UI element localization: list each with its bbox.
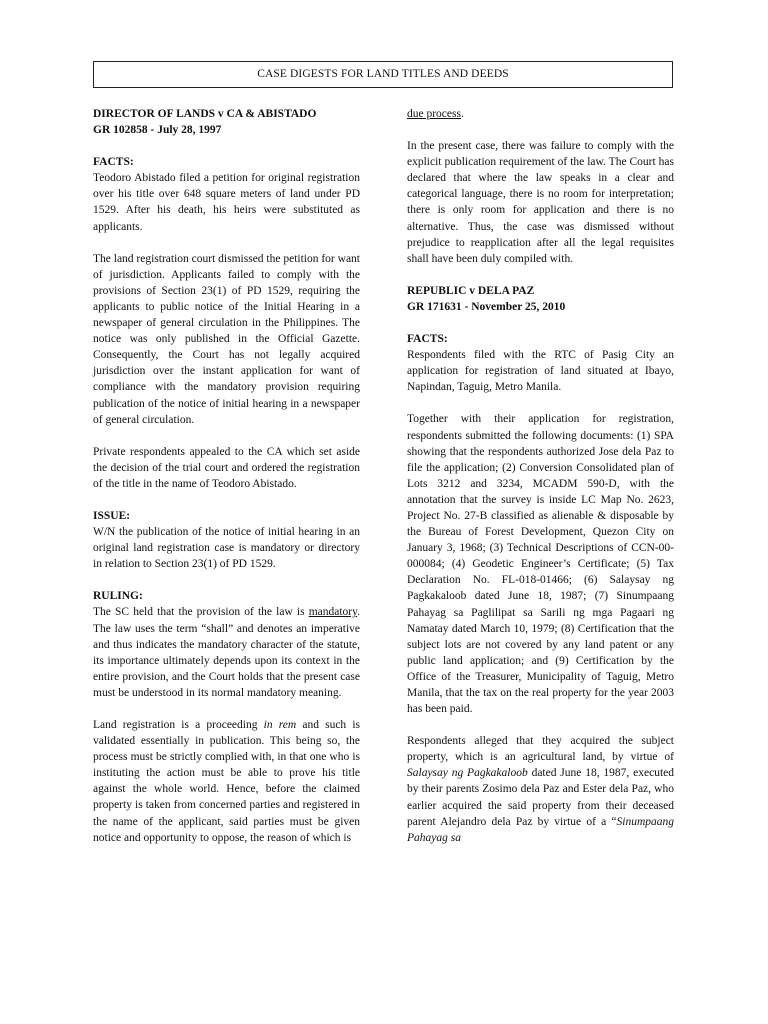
case1-issue-text: W/N the publication of the notice of initial hearing in an original land registration case is mandatory or directory in relation to Section 23(1) of PD 1529. [93, 526, 360, 571]
document-header-title: CASE DIGESTS FOR LAND TITLES AND DEEDS [93, 61, 673, 88]
case2-facts-paragraph-2: Together with their application for registration, respondents submitted the following documents: (1) SPA showing that the respondents authorized Jose dela Paz to file the application; (2) Conversion Consolidated plan of Lots 3212 and 3234, MCADM 590-D, with the annotation that the survey is inside LC Map No. 2623, Project No. 27-B classified as alienable & disposable by the Bureau of Forest Development, Quezon City on January 3, 1968; (3) Technical Descriptions of CCN-00-000084; (4) Geodetic Engineer’s Certificate; (5) Tax Declaration No. FL-018-01466; (6) Salaysay ng Pagkakaloob dated June 18, 1987; (7) Sinumpaang Pahayag sa Paglilipat sa Sarili ng mga Pagaari ng Namatay dated March 10, 1979; (8) Certification that the subject lots are not covered by any land patent or any public land application; and (9) Certification by the Office of the Treasurer, Municipality of Taguig, Metro Manila, that the tax on the real property for the year 2003 has been paid. [407, 413, 674, 716]
due-process-emphasis: due process [407, 108, 461, 120]
case1-facts-heading: FACTS: [93, 156, 134, 169]
mandatory-emphasis: mandatory [308, 606, 358, 619]
case1-ruling-paragraph-3: In the present case, there was failure to comply with the explicit publication requirement of the law. The Court has declared that where the law speaks in a clear and categorical language, there is no room for interpretation; there is only room for application and there is no alternative. Thus, the case was dismissed without prejudice to reapplication after all the legal requisites shall have been duly compiled with. [407, 140, 674, 265]
case2-facts-heading: FACTS: [407, 333, 448, 346]
case1-ruling-paragraph-2: Land registration is a proceeding in rem and such is validated essentially in publication. This being so, the process must be strictly complied with, in that one who is instituting the action must be able to prove his title against the whole world. Hence, before the claimed property is taken from concerned parties and registered in the name of the applicant, said parties must be given notice and opportunity to oppose, the reason of which is [93, 719, 360, 844]
case2-facts-paragraph-3: Respondents alleged that they acquired the subject property, which is an agricultural land, by virtue of Salaysay ng Pagkakaloob dated June 18, 1987, executed by their parents Zosimo dela Paz and Ester dela Paz, who earlier acquired the said property from their deceased parent Alejandro dela Paz by virtue of a “Sinumpaang Pahayag sa [407, 735, 674, 844]
case1-ruling-paragraph-1: The SC held that the provision of the law is mandatory. The law uses the term “shall” and denotes an imperative and thus indicates the mandatory character of the statute, its importance ultimately depends upon its context in the entire provision, and the Court holds that the present case must be understood in its normal mandatory meaning. [93, 606, 360, 699]
case1-facts-paragraph-1: Teodoro Abistado filed a petition for original registration over his title over 648 square meters of land under PD 1529. After his death, his heirs were substituted as applicants. [93, 172, 360, 233]
case1-title: DIRECTOR OF LANDS v CA & ABISTADO [93, 108, 317, 120]
case2-title: REPUBLIC v DELA PAZ [407, 284, 535, 297]
in-rem-emphasis: in rem [263, 719, 297, 731]
case1-gr-number: GR 102858 - July 28, 1997 [93, 124, 222, 137]
sinumpaang-emphasis: Sinumpaang Pahayag sa [407, 815, 674, 844]
case1-issue-heading: ISSUE: [93, 509, 131, 522]
right-column [407, 106, 674, 846]
case1-ruling-paragraph-2-continued: due process. [407, 108, 464, 120]
case1-facts-paragraph-3: Private respondents appealed to the CA which set aside the decision of the trial court and ordered the registration of the title in the name of Teodoro Abistado. [93, 445, 360, 490]
case1-facts-paragraph-2: The land registration court dismissed the petition for want of jurisdiction. Applicants failed to comply with the provisions of Section 23(1) of PD 1529, requiring the applicants to public notice of the Initial Hearing in a newspaper of general circulation in the Philippines. The notice was only published in the Official Gazette. Consequently, the Court has not legally acquired jurisdiction over the instant application for want of compliance with the mandatory provision requiring publication of the notice of initial hearing in a newspaper of general circulation. [93, 252, 360, 426]
case1-ruling-heading: RULING: [93, 590, 143, 603]
salaysay-emphasis: Salaysay ng Pagkakaloob [407, 767, 528, 780]
left-column [93, 106, 360, 846]
case2-gr-number: GR 171631 - November 25, 2010 [407, 300, 566, 313]
case2-facts-paragraph-1: Respondents filed with the RTC of Pasig City an application for registration of land situated at Ibayo, Napindan, Taguig, Metro Manila. [407, 349, 674, 394]
